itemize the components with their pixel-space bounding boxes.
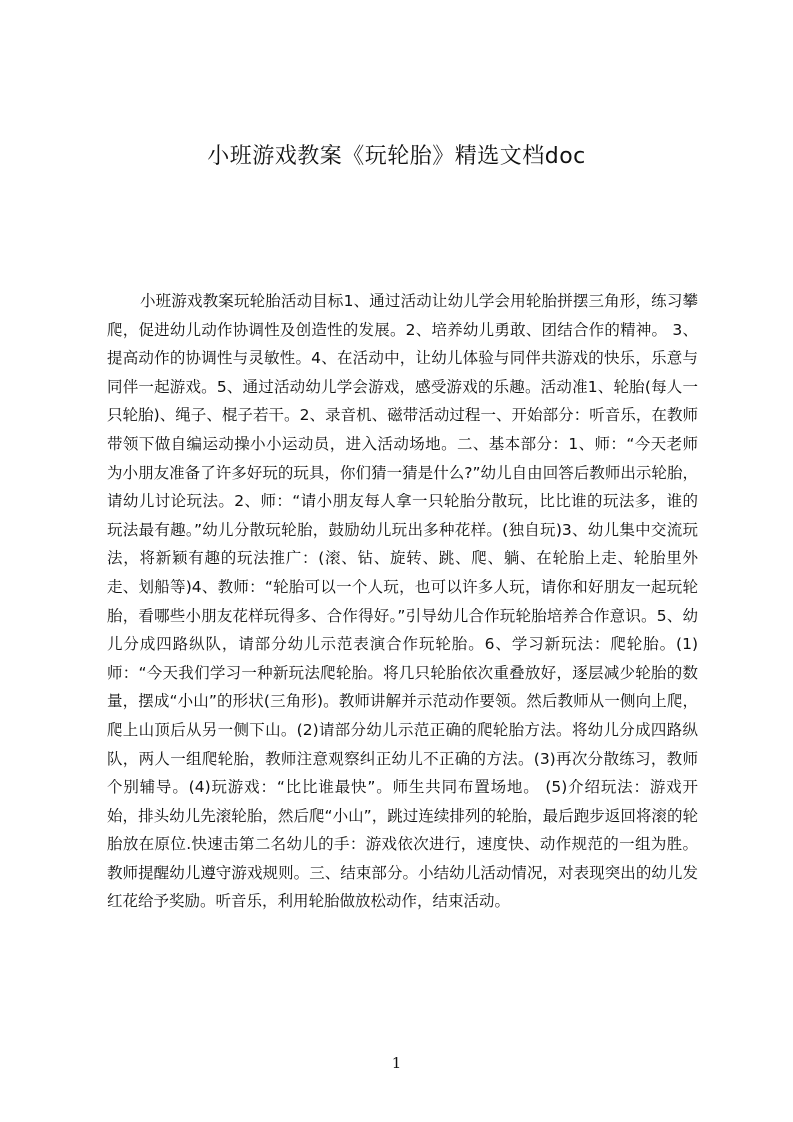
document-body-paragraph: 小班游戏教案玩轮胎活动目标1、通过活动让幼儿学会用轮胎拼摆三角形，练习攀爬，促进幼儿动作协调性及创造性的发展。2、培养幼儿勇敢、团结合作的精神。 3、提高动作的协调性与灵敏性。4、在活动中，让幼儿体验与同伴共游戏的快乐，乐意与同伴一起游戏。5、通过活动幼儿学会游戏，感受游戏的乐趣。活动准1、轮胎(每人一只轮胎)、绳子、棍子若干。2、录音机、磁带活动过程一、开始部分：听音乐，在教师带领下做自编运动操小小运动员，进入活动场地。二、基本部分：1、师：“今天老师为小朋友准备了许多好玩的玩具，你们猜一猜是什么?”幼儿自由回答后教师出示轮胎，请幼儿讨论玩法。2、师：“请小朋友每人拿一只轮胎分散玩，比比谁的玩法多，谁的玩法最有趣。”幼儿分散玩轮胎，鼓励幼儿玩出多种花样。(独自玩)3、幼儿集中交流玩法，将新颖有趣的玩法推广：(滚、钻、旋转、跳、爬、躺、在轮胎上走、轮胎里外走、划船等)4、教师：“轮胎可以一个人玩，也可以许多人玩，请你和好朋友一起玩轮胎，看哪些小朋友花样玩得多、合作得好。”引导幼儿合作玩轮胎培养合作意识。5、幼儿分成四路纵队，请部分幼儿示范表演合作玩轮胎。6、学习新玩法：爬轮胎。(1)师：“今天我们学习一种新玩法爬轮胎。将几只轮胎依次重叠放好，逐层减少轮胎的数量，摆成“小山”的形状(三角形)。教师讲解并示范动作要领。然后教师从一侧向上爬，爬上山顶后从另一侧下山。(2)请部分幼儿示范正确的爬轮胎方法。将幼儿分成四路纵队，两人一组爬轮胎，教师注意观察纠正幼儿不正确的方法。(3)再次分散练习，教师个别辅导。(4)玩游戏：“比比谁最快”。师生共同布置场地。 (5)介绍玩法：游戏开始，排头幼儿先滚轮胎，然后爬“小山”，跳过连续排列的轮胎，最后跑步返回将滚的轮胎放在原位.快速击第二名幼儿的手：游戏依次进行，速度快、动作规范的一组为胜。教师提醒幼儿遵守游戏规则。三、结束部分。小结幼儿活动情况，对表现突出的幼儿发红花给予奖励。听音乐，利用轮胎做放松动作，结束活动。 (107, 292, 698, 911)
page-number: 1 (391, 1054, 402, 1072)
document-title: 小班游戏教案《玩轮胎》精选文档doc (207, 144, 586, 169)
